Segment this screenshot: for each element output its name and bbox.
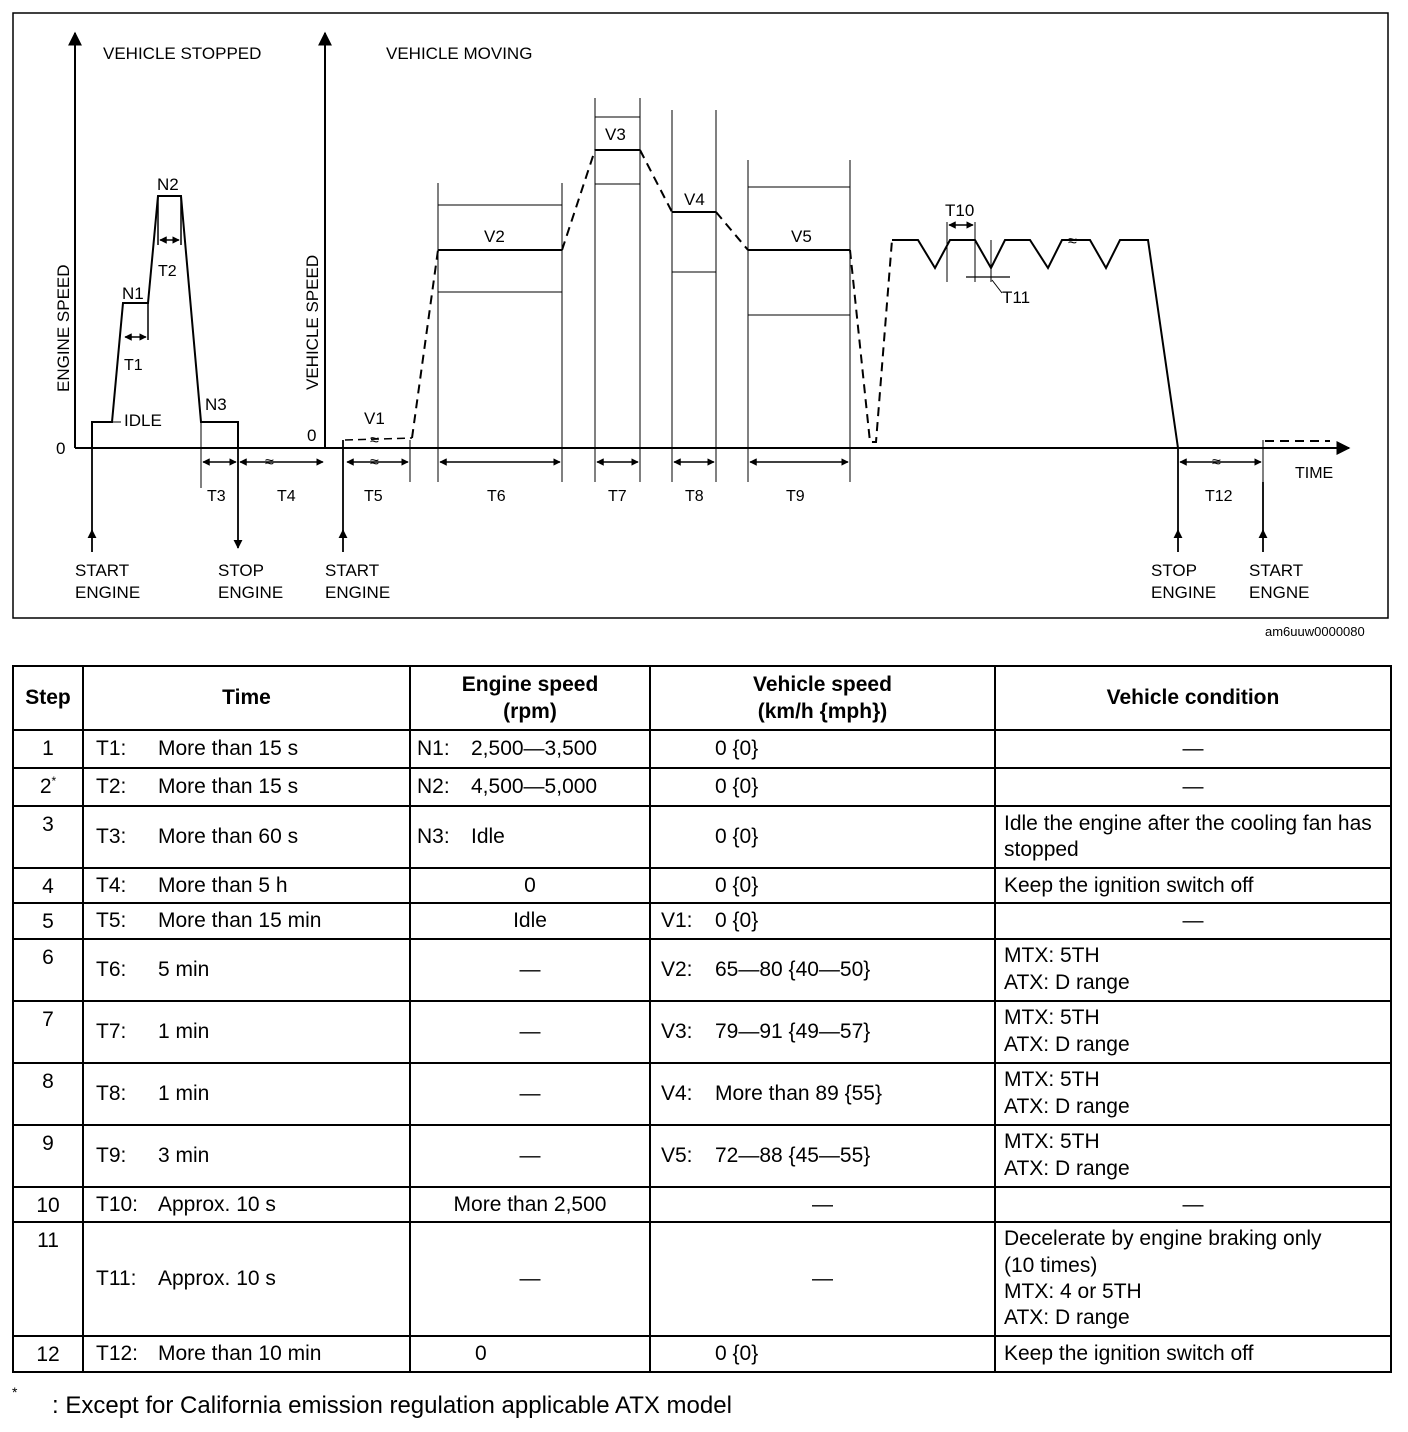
condition-line: MTX: 4 or 5TH [1004,1279,1142,1303]
engine-tag: N3: [417,825,450,849]
table-row [13,806,1391,868]
table-row [13,1001,1391,1063]
cell-time [83,806,410,868]
header-vehicle-speed-2: (km/h {mph}) [757,700,888,723]
cell-condition [995,868,1391,903]
header-vehicle-speed [650,666,995,730]
condition-line: MTX: 5TH [1004,1006,1100,1030]
engine-tag: N1: [417,737,450,761]
cell-time [83,1187,410,1222]
time-value: More than 60 s [158,825,299,849]
step-number: 2 [39,775,52,798]
cell-vehicle-speed [650,1063,995,1125]
label-engine-speed: ENGINE SPEED [54,264,73,392]
time-value: More than 15 min [158,909,322,933]
label-zero-vehicle: 0 [307,426,317,445]
condition-line: (10 times) [1004,1253,1098,1277]
cell-step [13,1001,83,1063]
condition-line: MTX: 5TH [1004,944,1100,968]
cell-engine-speed [410,1187,650,1222]
decel-to-v4 [640,150,672,212]
label-t7: T7 [608,488,627,505]
drive-cycle-table-wrap [12,665,1390,1373]
header-engine-speed-1: Engine speed [461,672,599,696]
vehicle-value: 0 {0} [715,1342,759,1366]
engine-value: — [519,1081,541,1105]
cell-step [13,1125,83,1187]
label-t9: T9 [786,488,805,505]
engine-value: — [519,1267,541,1291]
engine-tag: N2: [417,775,450,799]
cell-engine-speed [410,1063,650,1125]
header-step: Step [13,666,83,730]
time-value: More than 5 h [158,874,288,897]
decel-to-v5 [716,212,748,250]
label-idle: IDLE [124,411,162,430]
time-value: More than 10 min [158,1342,322,1366]
cell-engine-speed [410,1336,650,1372]
cell-step [13,768,83,806]
condition-line: ATX: D range [1004,1156,1130,1180]
table-row [13,1063,1391,1125]
vehicle-value: 65—80 {40—50} [715,957,871,981]
time-tag: T10: [96,1192,139,1216]
vehicle-tag: V5: [661,1143,693,1167]
engine-value: 2,500—3,500 [471,737,598,761]
cell-step [13,939,83,1001]
step-mark: * [51,774,57,788]
vehicle-value: 0 {0} [715,909,759,933]
cell-condition [995,730,1391,768]
break-mark-t5: ≈ [370,454,379,471]
label-t4: T4 [277,488,296,505]
table-row [13,730,1391,768]
cell-condition [995,903,1391,938]
cell-condition [995,1336,1391,1372]
cell-time [83,1125,410,1187]
cell-engine-speed [410,868,650,903]
label-time: TIME [1295,465,1334,482]
cell-vehicle-speed [650,939,995,1001]
label-v4: V4 [684,190,705,209]
label-t11: T11 [1002,288,1031,307]
step-number: 4 [42,875,54,898]
vehicle-value: 0 {0} [715,825,759,849]
cell-time [83,1063,410,1125]
engine-value: 0 [524,874,536,897]
condition-line: ATX: D range [1004,1094,1130,1118]
vehicle-tag: V4: [661,1081,693,1105]
cell-condition [995,1187,1391,1222]
engine-value: 4,500—5,000 [471,775,598,799]
label-v5: V5 [791,227,812,246]
cell-vehicle-speed [650,903,995,938]
label-t6: T6 [487,488,506,505]
time-tag: T5: [96,909,127,933]
cell-condition [995,1222,1391,1336]
vehicle-value: 0 {0} [715,775,759,799]
cell-time [83,730,410,768]
step-number: 3 [42,813,54,836]
label-vehicle-speed: VEHICLE SPEED [303,254,322,390]
label-n3: N3 [205,395,227,414]
cell-engine-speed [410,903,650,938]
table-row [13,1336,1391,1372]
table-row [13,939,1391,1001]
label-start-engine-3b: ENGNE [1249,583,1310,602]
engine-value: 0 [475,1342,487,1366]
engine-value: — [519,1143,541,1167]
time-tag: T7: [96,1019,127,1043]
condition-line: MTX: 5TH [1004,1068,1100,1092]
label-t1: T1 [124,357,143,374]
engine-braking-profile [892,240,1178,448]
label-t10: T10 [945,201,975,220]
vehicle-value: 79—91 {49—57} [715,1019,871,1043]
cell-step [13,1222,83,1336]
break-mark-v1: ≈ [370,432,379,449]
break-mark-wave: ≈ [1068,233,1077,250]
cell-vehicle-speed [650,1187,995,1222]
table-row [13,903,1391,938]
step-number: 7 [42,1007,54,1031]
time-value: Approx. 10 s [158,1192,276,1216]
time-value: Approx. 10 s [158,1267,276,1291]
vehicle-value: — [812,1192,833,1216]
engine-value: — [519,1019,541,1043]
table-body [13,730,1391,1372]
accel-to-v3 [562,150,595,250]
label-stop-engine-1b: ENGINE [218,583,284,602]
step-number: 8 [42,1069,54,1093]
vehicle-tag: V2: [661,957,693,981]
cell-step [13,903,83,938]
label-start-engine-1b: ENGINE [75,583,141,602]
cell-vehicle-speed [650,730,995,768]
step-number: 10 [36,1193,60,1217]
cell-vehicle-speed [650,868,995,903]
table-row [13,768,1391,806]
time-value: 1 min [158,1019,210,1043]
label-t2: T2 [158,263,177,280]
condition-line: Keep the ignition switch off [1004,1341,1254,1365]
drive-cycle-table [12,665,1392,1373]
table-row [13,1222,1391,1336]
engine-value: Idle [471,825,505,849]
header-condition: Vehicle condition [995,666,1391,730]
time-tag: T3: [96,825,127,849]
label-vehicle-stopped: VEHICLE STOPPED [103,44,262,63]
header-vehicle-speed-1: Vehicle speed [753,672,892,696]
cell-condition [995,806,1391,868]
condition-line: — [1182,775,1204,799]
label-stop-engine-2b: ENGINE [1151,583,1217,602]
time-value: More than 15 s [158,775,299,799]
header-engine-speed-2: (rpm) [503,700,557,723]
cell-engine-speed [410,1001,650,1063]
vehicle-value: More than 89 {55} [715,1081,882,1105]
label-t3: T3 [207,488,226,505]
vehicle-value: 0 {0} [715,874,759,897]
cell-engine-speed [410,1222,650,1336]
condition-line: MTX: 5TH [1004,1130,1100,1154]
time-tag: T8: [96,1081,127,1105]
label-n2: N2 [157,175,179,194]
cell-engine-speed [410,768,650,806]
cell-engine-speed [410,1125,650,1187]
vehicle-value: — [812,1267,833,1291]
cell-step [13,868,83,903]
step-number: 11 [37,1228,59,1252]
cell-time [83,903,410,938]
vehicle-tag: V3: [661,1019,693,1043]
time-tag: T1: [96,737,127,761]
condition-line: — [1182,909,1204,933]
cell-condition [995,1001,1391,1063]
footnote-mark: * [12,1384,18,1400]
cell-time [83,1336,410,1372]
time-tag: T2: [96,775,127,799]
cell-vehicle-speed [650,1125,995,1187]
cell-vehicle-speed [650,806,995,868]
condition-line: ATX: D range [1004,970,1130,994]
cell-vehicle-speed [650,1336,995,1372]
cell-vehicle-speed [650,768,995,806]
break-mark-t12: ≈ [1212,454,1221,471]
condition-line: ATX: D range [1004,1306,1130,1330]
table-header-row [13,666,1391,730]
time-tag: T11: [96,1267,137,1291]
time-tag: T9: [96,1143,127,1167]
diagram-frame [13,13,1388,618]
break-mark-t4: ≈ [265,454,274,471]
time-value: 3 min [158,1143,210,1167]
cell-step [13,806,83,868]
cell-step [13,1187,83,1222]
label-stop-engine-1a: STOP [218,561,264,580]
engine-value: Idle [513,909,547,933]
label-v3: V3 [605,125,626,144]
t11-leader [992,280,1002,293]
footnote-text: : Except for California emission regulation applicable ATX model [52,1392,732,1419]
label-start-engine-2a: START [325,561,380,580]
condition-line: Decelerate by engine braking only [1004,1227,1322,1251]
cell-time [83,768,410,806]
label-start-engine-1a: START [75,561,130,580]
label-start-engine-3a: START [1249,561,1304,580]
condition-line: ATX: D range [1004,1032,1130,1056]
period-boundaries [201,98,1263,488]
vehicle-value: 72—88 {45—55} [715,1143,871,1167]
cell-time [83,868,410,903]
label-v1: V1 [364,409,385,428]
cell-vehicle-speed [650,1001,995,1063]
accel-to-v2 [412,250,438,438]
cell-time [83,939,410,1001]
label-v2: V2 [484,227,505,246]
cell-condition [995,768,1391,806]
label-t8: T8 [685,488,704,505]
step-number: 9 [42,1131,54,1155]
label-vehicle-moving: VEHICLE MOVING [386,44,533,63]
cell-condition [995,1063,1391,1125]
table-row [13,1125,1391,1187]
header-time: Time [83,666,410,730]
label-n1: N1 [122,284,144,303]
condition-line: — [1182,737,1204,761]
label-zero-engine: 0 [56,439,66,458]
drive-cycle-diagram [0,0,1408,660]
engine-value: More than 2,500 [453,1192,607,1216]
condition-line: Idle the engine after the cooling fan has stopped [1004,811,1372,861]
time-tag: T4: [96,874,127,897]
step-number: 5 [42,910,54,934]
time-value: 5 min [158,957,210,981]
label-start-engine-2b: ENGINE [325,583,391,602]
cell-step [13,730,83,768]
step-number: 12 [36,1342,60,1366]
cell-step [13,1063,83,1125]
cell-condition [995,1125,1391,1187]
vehicle-value: 0 {0} [715,737,759,761]
cell-engine-speed [410,806,650,868]
condition-line: — [1182,1192,1204,1216]
cell-step [13,1336,83,1372]
condition-line: Keep the ignition switch off [1004,873,1254,897]
time-tag: T6: [96,957,127,981]
time-value: 1 min [158,1081,210,1105]
engine-value: — [519,957,541,981]
label-stop-engine-2a: STOP [1151,561,1197,580]
cell-vehicle-speed [650,1222,995,1336]
label-t12: T12 [1205,488,1233,505]
time-value: More than 15 s [158,737,299,761]
cell-condition [995,939,1391,1001]
step-number: 6 [42,945,54,969]
cell-time [83,1222,410,1336]
cell-engine-speed [410,939,650,1001]
time-tag: T12: [96,1342,139,1366]
table-row [13,1187,1391,1222]
step-number: 1 [42,737,54,760]
figure-id: am6uuw0000080 [1265,624,1365,639]
table-row [13,868,1391,903]
cell-engine-speed [410,730,650,768]
vehicle-tag: V1: [661,909,693,933]
header-engine-speed [410,666,650,730]
decel-dip [850,240,892,442]
cell-time [83,1001,410,1063]
label-t5: T5 [364,488,383,505]
